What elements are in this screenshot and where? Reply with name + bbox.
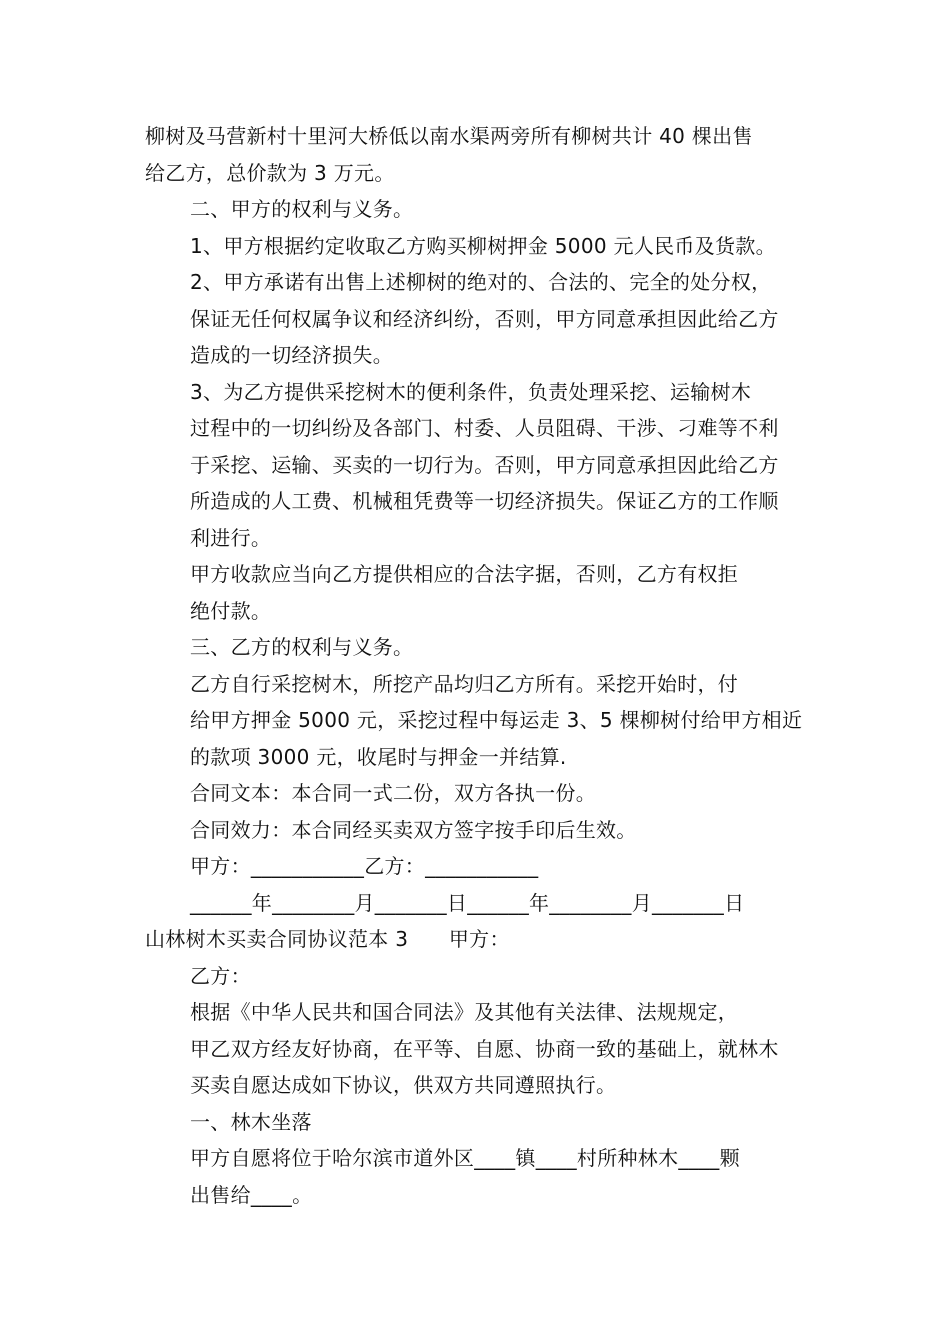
text-line: 根据《中华人民共和国合同法》及其他有关法律、法规规定， bbox=[190, 1000, 739, 1024]
paragraph bbox=[145, 1104, 810, 1141]
text-line: 利进行。 bbox=[190, 525, 272, 550]
text-line: 一、林木坐落 bbox=[190, 1109, 312, 1134]
paragraph bbox=[145, 994, 810, 1104]
text-line: 的款项 3000 元，收尾时与押金一并结算. bbox=[190, 744, 567, 769]
text-line: 买卖自愿达成如下协议，供双方共同遵照执行。 bbox=[190, 1073, 617, 1097]
text-line: 3、为乙方提供采挖树木的便利条件，负责处理采挖、运输树木 bbox=[190, 379, 752, 404]
paragraph bbox=[145, 374, 810, 557]
text-line: 给乙方，总价款为 3 万元。 bbox=[145, 160, 395, 185]
paragraph bbox=[145, 191, 810, 228]
text-line: 甲方收款应当向乙方提供相应的合法字据，否则，乙方有权拒 bbox=[190, 562, 739, 586]
text-line: 甲方自愿将位于哈尔滨市道外区____镇____村所种林木____颗 bbox=[190, 1146, 740, 1170]
document-body bbox=[145, 118, 810, 1213]
text-line: 甲乙双方经友好协商，在平等、自愿、协商一致的基础上，就林木 bbox=[190, 1036, 779, 1061]
text-line: 甲方：___________乙方：___________ bbox=[190, 854, 539, 878]
text-line: 柳树及马营新村十里河大桥低以南水渠两旁所有柳树共计 40 棵出售 bbox=[145, 124, 753, 148]
paragraph bbox=[145, 812, 810, 849]
text-line: 造成的一切经济损失。 bbox=[190, 343, 393, 367]
paragraph bbox=[145, 921, 810, 958]
text-line: 乙方： bbox=[190, 963, 251, 988]
paragraph bbox=[145, 958, 810, 995]
paragraph bbox=[145, 775, 810, 812]
text-line: 二、甲方的权利与义务。 bbox=[190, 197, 414, 221]
text-line: 三、乙方的权利与义务。 bbox=[190, 635, 414, 659]
paragraph bbox=[145, 885, 810, 922]
paragraph bbox=[145, 556, 810, 629]
text-line: 于采挖、运输、买卖的一切行为。否则，甲方同意承担因此给乙方 bbox=[190, 452, 779, 477]
paragraph bbox=[145, 629, 810, 666]
paragraph bbox=[145, 666, 810, 776]
paragraph bbox=[145, 1140, 810, 1213]
text-line: 绝付款。 bbox=[190, 598, 272, 623]
text-line: 所造成的人工费、机械租凭费等一切经济损失。保证乙方的工作顺 bbox=[190, 489, 779, 513]
text-line: 2、甲方承诺有出售上述柳树的绝对的、合法的、完全的处分权， bbox=[190, 270, 772, 294]
text-line: 乙方自行采挖树木，所挖产品均归乙方所有。采挖开始时，付 bbox=[190, 671, 739, 696]
text-line: 合同文本：本合同一式二份，双方各执一份。 bbox=[190, 781, 596, 805]
text-line: ______年________月_______日______年________月_______日 bbox=[190, 890, 745, 915]
paragraph bbox=[145, 118, 810, 191]
text-line: 1、甲方根据约定收取乙方购买柳树押金 5000 元人民币及货款。 bbox=[190, 233, 776, 258]
paragraph bbox=[145, 228, 810, 265]
text-line: 给甲方押金 5000 元，采挖过程中每运走 3、5 棵柳树付给甲方相近 bbox=[190, 708, 803, 732]
paragraph bbox=[145, 264, 810, 374]
text-line: 合同效力：本合同经买卖双方签字按手印后生效。 bbox=[190, 817, 637, 842]
text-line: 保证无任何权属争议和经济纠纷，否则，甲方同意承担因此给乙方 bbox=[190, 306, 779, 331]
text-line: 山林树木买卖合同协议范本 3 甲方： bbox=[145, 927, 510, 951]
text-line: 出售给____。 bbox=[190, 1182, 313, 1207]
paragraph bbox=[145, 848, 810, 885]
text-line: 过程中的一切纠纷及各部门、村委、人员阻碍、干涉、刁难等不利 bbox=[190, 416, 779, 440]
